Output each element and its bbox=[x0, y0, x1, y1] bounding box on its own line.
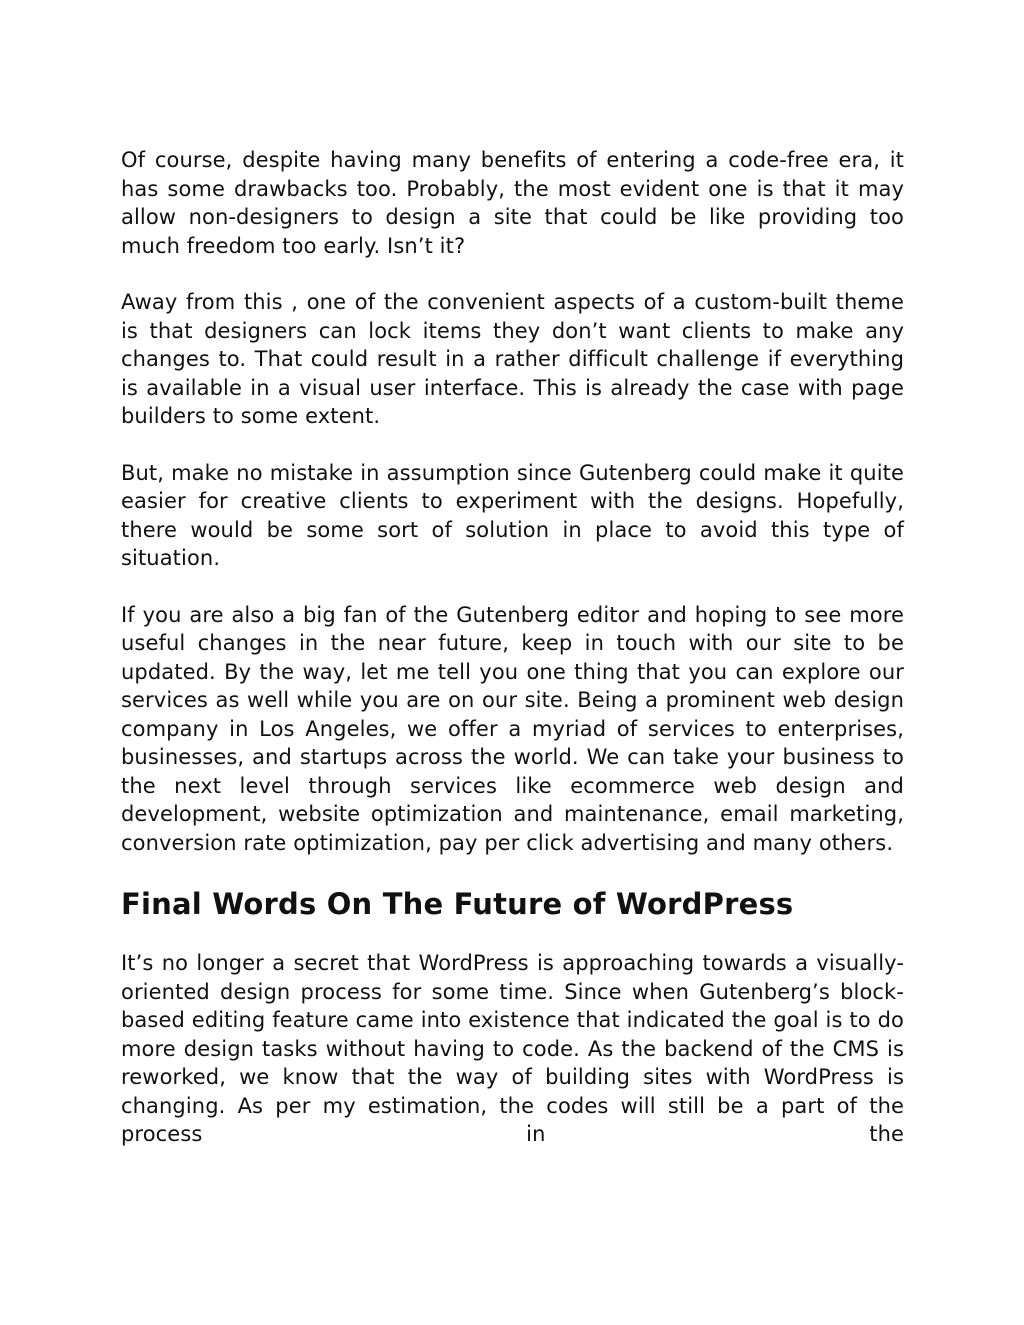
paragraph-services: If you are also a big fan of the Gutenberg editor and hoping to see more useful changes in the near future, keep in touch with our site to be updated. By the way, let me tell you one thing that you can explore our services as well while you are on our site. Being a prominent web design company in Los Angeles, we offer a myriad of services to enterprises, businesses, and startups across the world. We can take your business to the next level through services like ecommerce web design and development, website optimization and maintenance, email marketing, conversion rate optimization, pay per click advertising and many others. bbox=[121, 602, 904, 855]
section-heading: Final Words On The Future of WordPress bbox=[121, 887, 794, 921]
paragraph-drawbacks: Of course, despite having many benefits of entering a code-free era, it has some drawbacks too. Probably, the most evident one is that it may allow non-designers to design a site that could be like providing too much freedom too early. Isn’t it? bbox=[121, 148, 904, 258]
paragraph-custom-theme: Away from this , one of the convenient aspects of a custom-built theme is that designers can lock items they don’t want clients to make any changes to. That could result in a rather difficult challenge if everything is available in a visual user interface. This is already the case with page builders to some extent. bbox=[121, 290, 904, 428]
document-page bbox=[121, 146, 904, 1149]
paragraph-final-words: It’s no longer a secret that WordPress is approaching towards a visually-oriented design process for some time. Since when Gutenberg’s block-based editing feature came into existence that indicated the goal is to do more design tasks without having to code. As the backend of the CMS is reworked, we know that the way of building sites with WordPress is changing. As per my estimation, the codes will still be a part of the process in the bbox=[121, 951, 904, 1146]
paragraph-gutenberg-clients: But, make no mistake in assumption since Gutenberg could make it quite easier for creative clients to experiment with the designs. Hopefully, there would be some sort of solution in place to avoid this type of situation. bbox=[121, 460, 904, 570]
